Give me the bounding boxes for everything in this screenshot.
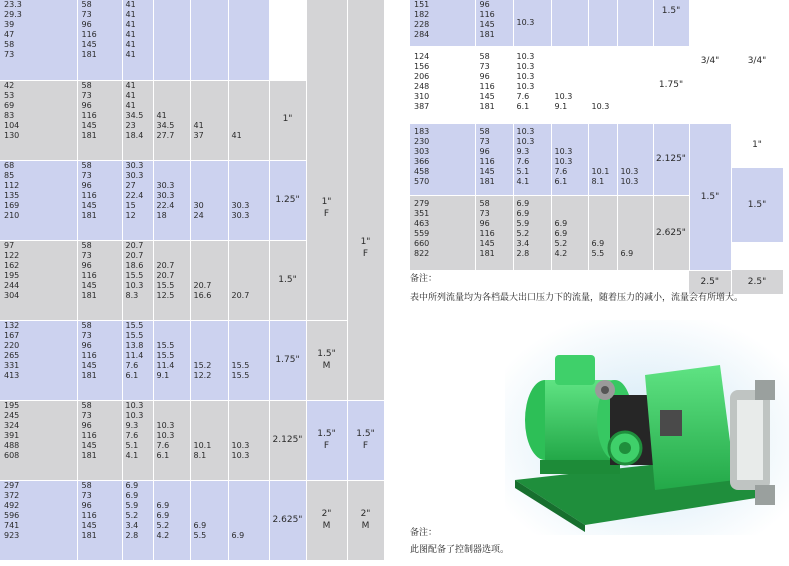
flow-cell: 297 372 492 596 741 923 (0, 480, 77, 560)
stroke-cell: 58 73 96 116 145 181 (77, 80, 122, 160)
flow-cell: 97 122 162 195 244 304 (0, 240, 77, 320)
pressure-cell: 20.7 16.6 (190, 240, 228, 320)
size-cell: 1.5" (269, 240, 306, 320)
stroke-cell: 58 73 96 116 145 181 (77, 0, 122, 80)
note-label: 备注： (410, 528, 438, 538)
pressure-cell: 6.9 6.9 5.9 5.2 3.4 2.8 (513, 195, 551, 270)
pressure-cell: 15.5 15.5 (228, 320, 269, 400)
connection-cell: 2.5" (731, 270, 783, 294)
pressure-cell: 30.3 30.3 27 22.4 15 12 (122, 160, 153, 240)
pressure-cell: 10.1 8.1 (588, 123, 617, 195)
connection-cell: 2" M (347, 480, 384, 560)
pressure-cell: 15.5 15.5 11.4 9.1 (153, 320, 190, 400)
pressure-cell: 10.3 (588, 46, 617, 123)
pressure-cell: 41 41 41 41 41 41 (122, 0, 153, 80)
pressure-cell: 6.9 (228, 480, 269, 560)
pressure-cell: 6.9 6.9 5.9 5.2 3.4 2.8 (122, 480, 153, 560)
pressure-cell (551, 0, 588, 46)
pressure-cell: 30.3 30.3 22.4 18 (153, 160, 190, 240)
pressure-cell: 41 (228, 80, 269, 160)
flow-cell: 195 245 324 391 488 608 (0, 400, 77, 480)
flow-cell: 183 230 303 366 458 570 (410, 123, 475, 195)
note-text: 此图配备了控制器选项。 (410, 545, 510, 555)
size-cell: 2.625" (269, 480, 306, 560)
pressure-cell (617, 46, 653, 123)
pressure-cell: 6.9 (617, 195, 653, 270)
size-cell: 1.5" (653, 0, 689, 46)
connection-cell: 1.5" F (306, 400, 347, 480)
size-cell (269, 0, 306, 80)
flow-cell: 124 156 206 248 310 387 (410, 46, 475, 123)
pressure-cell: 30.3 30.3 (228, 160, 269, 240)
connection-cell: 1.5" M (306, 320, 347, 400)
controller-note (410, 527, 509, 557)
flow-note (410, 273, 743, 305)
stroke-cell: 58 73 96 116 145 181 (77, 480, 122, 560)
pressure-cell (228, 0, 269, 80)
pressure-cell: 10.3 10.3 9.3 7.6 5.1 4.1 (513, 123, 551, 195)
pressure-cell: 20.7 20.7 15.5 12.5 (153, 240, 190, 320)
stroke-cell: 58 73 96 116 145 181 (475, 123, 513, 195)
connection-cell: 1.5" (689, 123, 731, 270)
pressure-cell: 6.9 5.5 (588, 195, 617, 270)
connection-cell: 3/4" (689, 0, 731, 123)
stroke-cell: 58 73 96 116 145 181 (77, 240, 122, 320)
pressure-cell: 10.3 10.3 10.3 10.3 7.6 6.1 (513, 46, 551, 123)
note-label: 备注： (410, 274, 438, 284)
pressure-cell: 10.3 9.1 (551, 46, 588, 123)
pressure-cell: 10.1 8.1 (190, 400, 228, 480)
pressure-cell: 10.3 (513, 0, 551, 46)
flow-cell: 279 351 463 559 660 822 (410, 195, 475, 270)
connection-cell: 2" M (306, 480, 347, 560)
size-cell: 1.25" (269, 160, 306, 240)
connection-cell: 1" (731, 123, 783, 167)
pressure-cell (588, 0, 617, 46)
pressure-cell: 6.9 6.9 5.2 4.2 (551, 195, 588, 270)
pressure-cell (190, 0, 228, 80)
connection-cell: 1.5" (731, 167, 783, 242)
pressure-cell: 41 41 41 34.5 23 18.4 (122, 80, 153, 160)
size-cell: 1.75" (653, 46, 689, 123)
stroke-cell: 58 73 96 116 145 181 (475, 46, 513, 123)
stroke-cell: 58 73 96 116 145 181 (77, 160, 122, 240)
stroke-cell: 58 73 96 116 145 181 (475, 195, 513, 270)
connection-cell: 1" F (306, 0, 347, 320)
pressure-cell: 10.3 10.3 9.3 7.6 5.1 4.1 (122, 400, 153, 480)
size-cell: 1" (269, 80, 306, 160)
pressure-cell: 20.7 (228, 240, 269, 320)
flow-cell: 42 53 69 83 104 130 (0, 80, 77, 160)
left-spec-table (0, 0, 385, 561)
connection-cell: 3/4" (731, 0, 783, 123)
pressure-cell: 6.9 6.9 5.2 4.2 (153, 480, 190, 560)
flow-cell: 132 167 220 265 331 413 (0, 320, 77, 400)
flow-cell: 151 182 228 284 (410, 0, 475, 46)
size-cell: 2.125" (653, 123, 689, 195)
stroke-cell: 96 116 145 181 (475, 0, 513, 46)
pressure-cell (153, 0, 190, 80)
pressure-cell: 20.7 20.7 18.6 15.5 10.3 8.3 (122, 240, 153, 320)
pressure-cell: 30 24 (190, 160, 228, 240)
pressure-cell: 10.3 10.3 7.6 6.1 (153, 400, 190, 480)
size-cell: 2.125" (269, 400, 306, 480)
connection-cell: 1.5" F (347, 400, 384, 480)
pressure-cell (617, 0, 653, 46)
right-spec-table (410, 0, 784, 295)
pump-photo (505, 320, 789, 535)
pressure-cell: 15.2 12.2 (190, 320, 228, 400)
pressure-cell: 15.5 15.5 13.8 11.4 7.6 6.1 (122, 320, 153, 400)
stroke-cell: 58 73 96 116 145 181 (77, 320, 122, 400)
flow-cell: 23.3 29.3 39 47 58 73 (0, 0, 77, 80)
size-cell: 2.625" (653, 195, 689, 270)
flow-cell: 68 85 112 135 169 210 (0, 160, 77, 240)
pressure-cell: 10.3 10.3 (617, 123, 653, 195)
note-text: 表中所列流量均为各档最大出口压力下的流量，随着压力的减小，流量会有所增大。 (410, 293, 744, 303)
size-cell: 1.75" (269, 320, 306, 400)
connection-cell: 2.5" (689, 270, 731, 294)
pressure-cell: 6.9 5.5 (190, 480, 228, 560)
pressure-cell: 10.3 10.3 7.6 6.1 (551, 123, 588, 195)
pressure-cell: 10.3 10.3 (228, 400, 269, 480)
pressure-cell: 41 37 (190, 80, 228, 160)
pressure-cell: 41 34.5 27.7 (153, 80, 190, 160)
stroke-cell: 58 73 96 116 145 181 (77, 400, 122, 480)
connection-cell: 1" F (347, 0, 384, 400)
